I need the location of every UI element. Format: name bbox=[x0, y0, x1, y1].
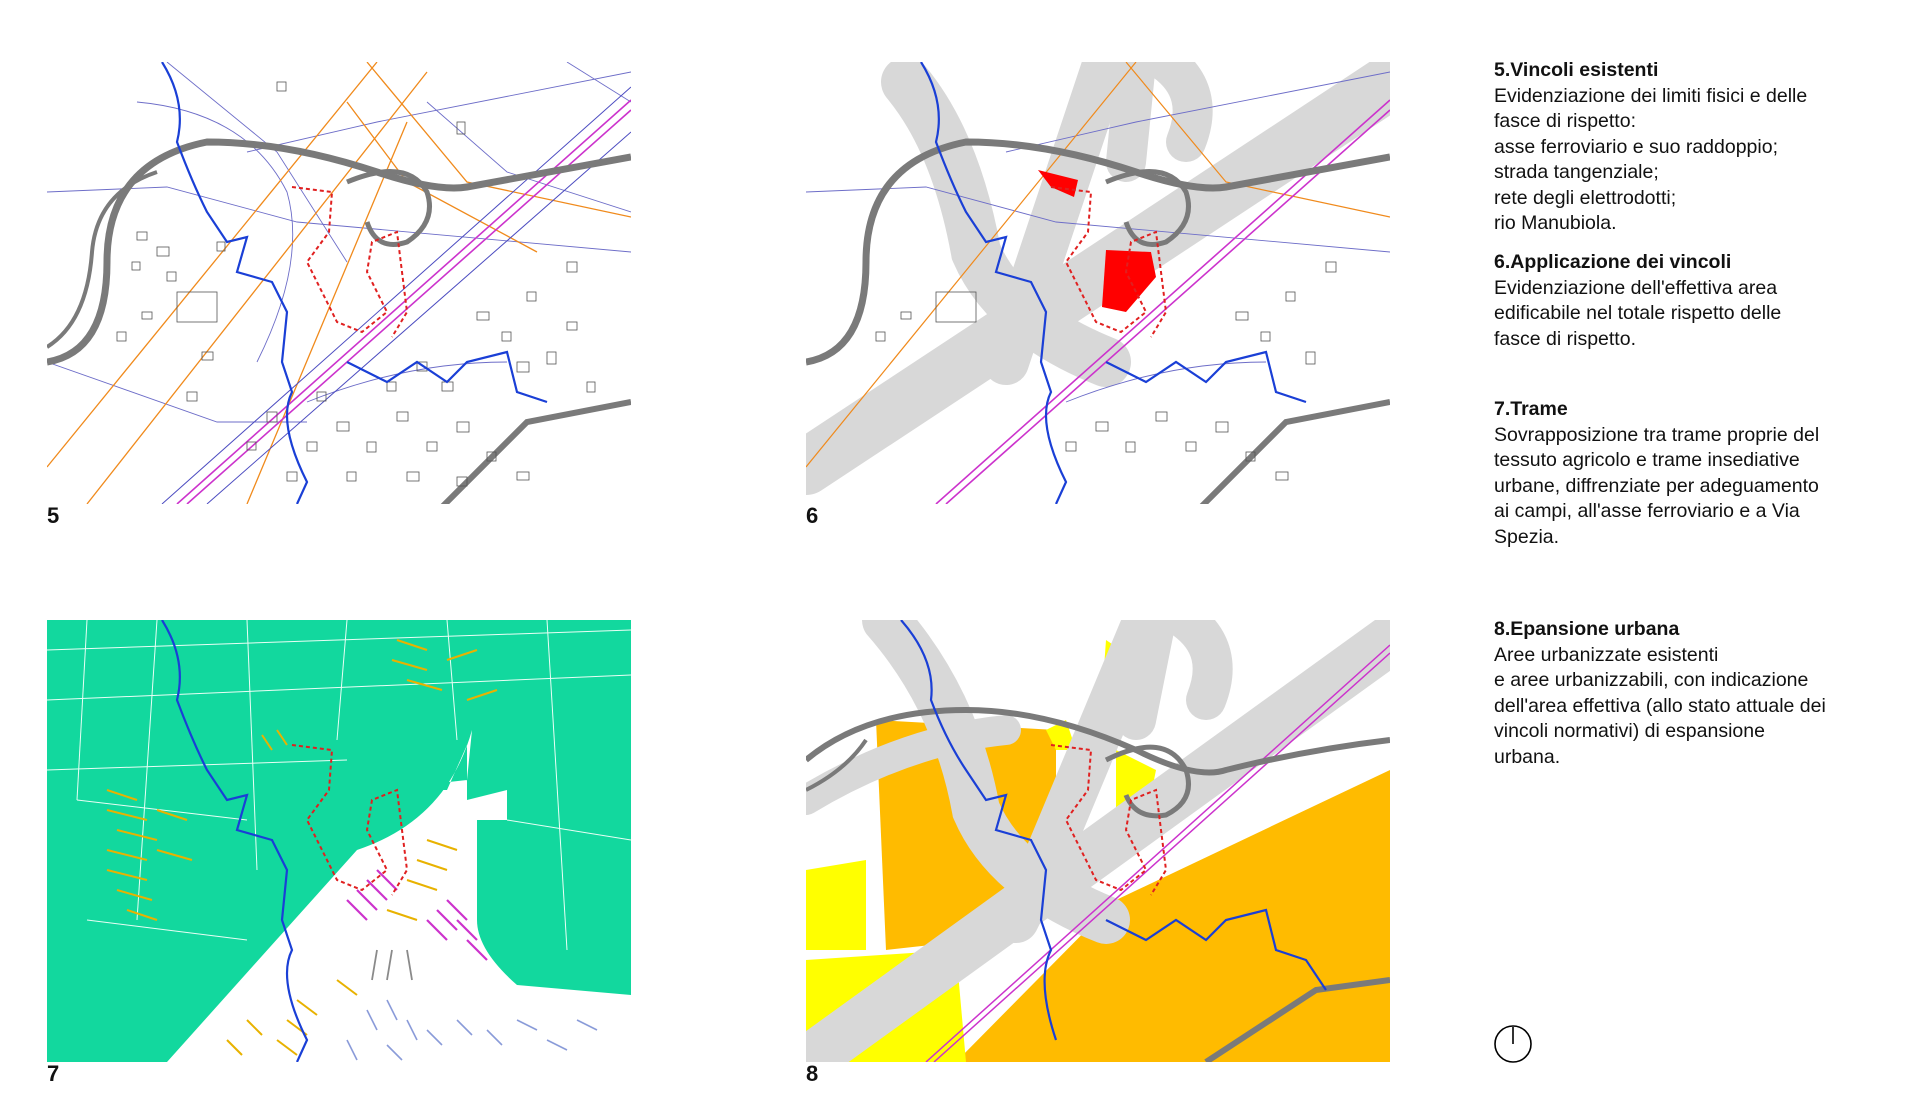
legend-section-7 bbox=[1494, 397, 1874, 550]
map-panel-7 bbox=[47, 620, 631, 1062]
legend-body-6: Evidenziazione dell'effettiva area edificabile nel totale rispetto delle fasce di rispetto. bbox=[1494, 276, 1782, 350]
map-panel-5 bbox=[47, 62, 631, 504]
legend-section-6 bbox=[1494, 250, 1874, 352]
map-panel-6 bbox=[806, 62, 1390, 504]
map-panel-8 bbox=[806, 620, 1390, 1062]
map-5-vincoli-esistenti bbox=[47, 62, 631, 504]
panel-number-8: 8 bbox=[806, 1061, 819, 1086]
legend-title-8: 8.Epansione urbana bbox=[1494, 618, 1680, 640]
panel-number-7: 7 bbox=[47, 1061, 60, 1086]
north-arrow-icon bbox=[1493, 1024, 1533, 1064]
legend-section-8 bbox=[1494, 617, 1874, 770]
map-7-trame bbox=[47, 620, 631, 1062]
legend-section-5 bbox=[1494, 58, 1874, 237]
legend-title-5: 5.Vincoli esistenti bbox=[1494, 59, 1659, 81]
map-8-espansione-urbana bbox=[806, 620, 1390, 1062]
legend-body-5: Evidenziazione dei limiti fisici e delle fasce di rispetto: asse ferroviario e suo raddoppio; strada tangenziale; rete degli elettrodotti; rio Manubiola. bbox=[1494, 84, 1808, 234]
legend-body-8: Aree urbanizzate esistenti e aree urbanizzabili, con indicazione dell'area effettiva (allo stato attuale dei vincoli normativi) di espansione urbana. bbox=[1494, 643, 1826, 768]
legend-title-7: 7.Trame bbox=[1494, 398, 1568, 420]
legend-title-6: 6.Applicazione dei vincoli bbox=[1494, 251, 1732, 273]
panel-number-5: 5 bbox=[47, 503, 60, 528]
legend-body-7: Sovrapposizione tra trame proprie del tessuto agricolo e trame insediative urbane, diffrenziate per adeguamento ai campi, all'asse ferroviario e a Via Spezia. bbox=[1494, 423, 1820, 548]
panel-number-6: 6 bbox=[806, 503, 819, 528]
map-6-applicazione-vincoli bbox=[806, 62, 1390, 504]
